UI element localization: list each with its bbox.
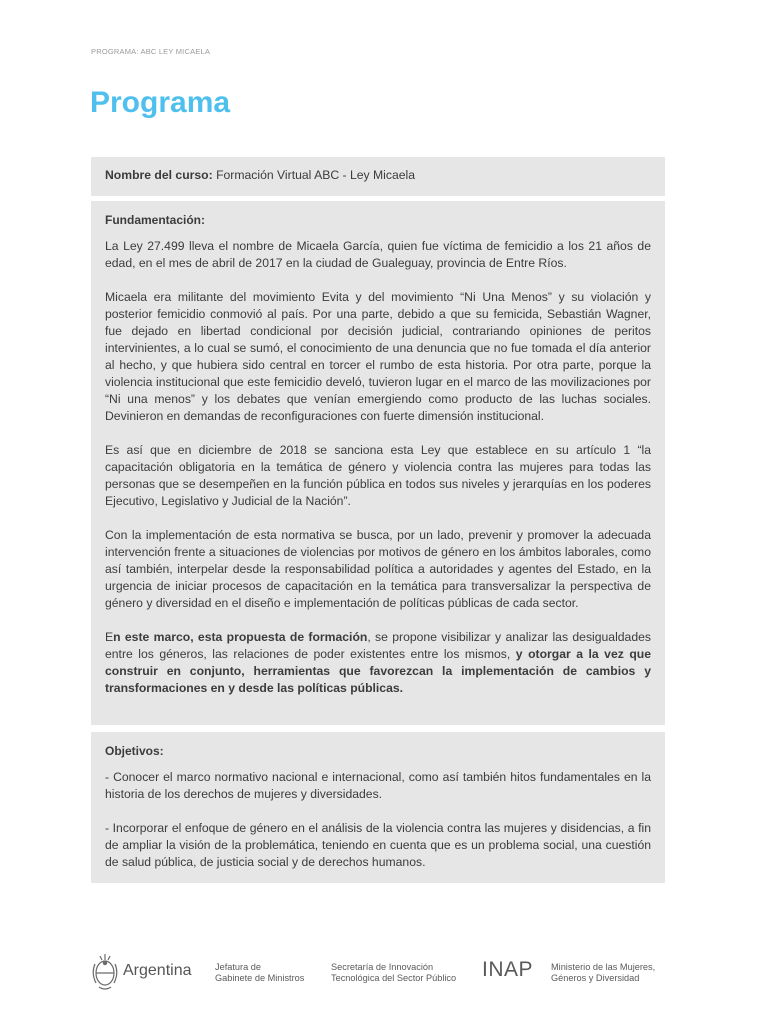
fundamentacion-paragraph-2: Micaela era militante del movimiento Evita y del movimiento “Ni Una Menos” y su violación y posterior femicidio conmovió al país. Por una parte, debido a que su femicida, Sebastián Wagner, fue dejado en libertad condicional por decisión judicial, contrariando opiniones de peritos intervinientes, a lo cual se sumó, el conocimiento de una denuncia que no fue tomada el día anterior al hecho, y que hubiera sido central en torcer el rumbo de esta historia. Por otra parte, porque la violencia institucional que este femicidio develó, tuvieron lugar en el marco de las movilizaciones por “Ni una menos” y los debates que venían emergiendo como producto de las luchas sociales. Devinieron en demandas de reconfiguraciones con fuerte dimensión institucional. bbox=[105, 290, 651, 423]
footer-logos bbox=[91, 948, 671, 996]
ministerio-line-1: Ministerio de las Mujeres, bbox=[551, 962, 656, 972]
page-title: Programa bbox=[90, 86, 231, 119]
p5-middle: , se propone visibilizar y analizar las desigualdades entre los géneros, las relaciones de poder existentes entre los mismos, bbox=[105, 630, 651, 661]
objetivos-title: Objetivos: bbox=[105, 744, 164, 758]
course-name-value: Formación Virtual ABC - Ley Micaela bbox=[212, 168, 415, 182]
argentina-wordmark: Argentina bbox=[123, 962, 192, 979]
fundamentacion-paragraph-5 bbox=[105, 629, 651, 697]
secretaria-line-2: Tecnológica del Sector Público bbox=[331, 973, 457, 983]
header-label: PROGRAMA: ABC LEY MICAELA bbox=[91, 47, 211, 56]
jefatura-line-1: Jefatura de bbox=[215, 962, 261, 972]
objetivo-item: - Conocer el marco normativo nacional e internacional, como así también hitos fundamentales en la historia de los derechos de mujeres y diversidades. bbox=[105, 770, 651, 801]
fundamentacion-paragraph-4: Con la implementación de esta normativa se busca, por un lado, prevenir y promover la adecuada intervención frente a situaciones de violencias por motivos de género en los ámbitos laborales, como así también, interpelar desde la responsabilidad política a autoridades y agentes del Estado, en la urgencia de iniciar procesos de capacitación en la temática para transversalizar la perspectiva de género y diversidad en el diseño e implementación de políticas públicas de cada sector. bbox=[105, 528, 651, 610]
secretaria-line-1: Secretaría de Innovación bbox=[331, 962, 434, 972]
fundamentacion-paragraph-3: Es así que en diciembre de 2018 se sanciona esta Ley que establece en su artículo 1 “la capacitación obligatoria en la temática de género y violencia contra las mujeres para todas las personas que se desempeñen en la función pública en todos sus niveles y jerarquías en los poderes Ejecutivo, Legislativo y Judicial de la Nación”. bbox=[105, 443, 651, 508]
fundamentacion-box bbox=[91, 201, 665, 725]
objetivo-item: - Incorporar el enfoque de género en el análisis de la violencia contra las mujeres y disidencias, a fin de ampliar la visión de la problemática, teniendo en cuenta que es un problema social, una cuestión de salud pública, de justicia social y de derechos humanos. bbox=[105, 821, 651, 869]
inap-logo: INAP bbox=[482, 958, 534, 981]
p5-initial: E bbox=[105, 630, 114, 644]
jefatura-logo bbox=[215, 962, 304, 984]
fundamentacion-paragraph-1: La Ley 27.499 lleva el nombre de Micaela García, quien fue víctima de femicidio a los 21 años de edad, en el mes de abril de 2017 en la ciudad de Gualeguay, provincia de Entre Ríos. bbox=[105, 239, 651, 270]
ministerio-logo bbox=[551, 962, 655, 984]
p5-bold-ending: y otorgar a la vez que construir en conjunto, herramientas que favorezcan la implementación de cambios y transformaciones en y desde las políticas públicas. bbox=[105, 647, 651, 695]
ministerio-line-2: Géneros y Diversidad bbox=[551, 973, 640, 983]
argentina-logo bbox=[91, 951, 201, 993]
course-name-label: Nombre del curso: bbox=[105, 168, 213, 182]
secretaria-logo bbox=[331, 962, 456, 984]
fundamentacion-title: Fundamentación: bbox=[105, 213, 206, 227]
objetivos-box bbox=[91, 732, 665, 883]
jefatura-line-2: Gabinete de Ministros bbox=[215, 973, 305, 983]
course-name-box bbox=[91, 157, 665, 196]
p5-bold-phrase: n este marco, esta propuesta de formación bbox=[113, 630, 368, 644]
national-coat-of-arms-icon bbox=[91, 951, 119, 993]
